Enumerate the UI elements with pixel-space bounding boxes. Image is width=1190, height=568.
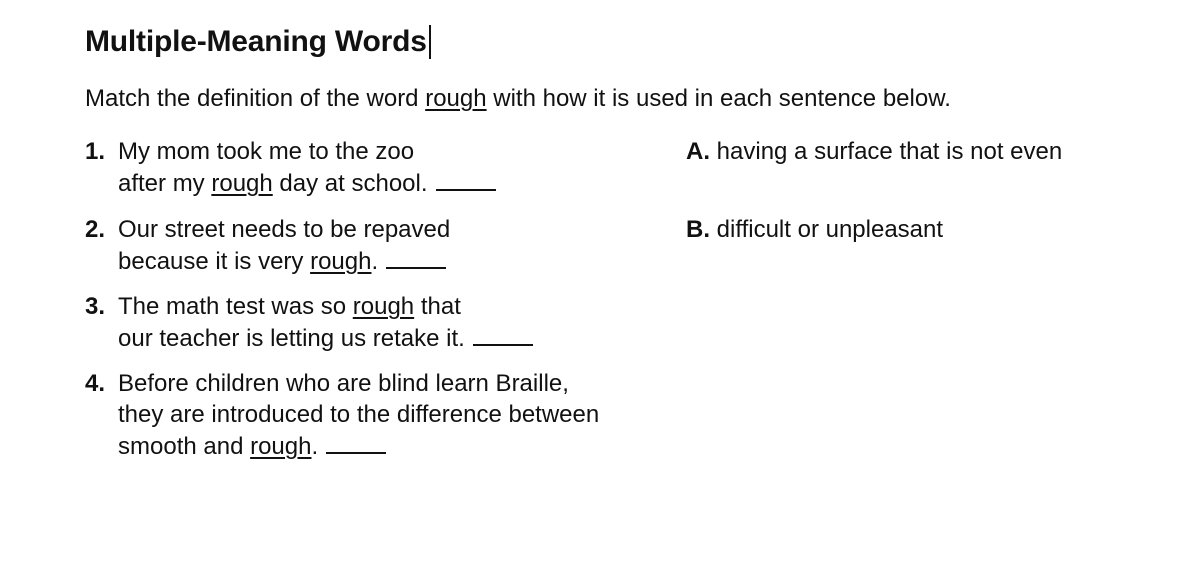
text-segment: smooth and [118, 433, 251, 460]
question-line [118, 368, 599, 399]
question-line [118, 430, 599, 462]
text-segment: . [371, 248, 379, 275]
text-segment: because it is very [118, 248, 311, 275]
answer-blank-1[interactable] [436, 167, 496, 191]
page-title: Multiple-Meaning Words [85, 25, 427, 58]
text-segment: that [414, 293, 461, 320]
worksheet-page [85, 0, 1165, 568]
question-2 [85, 214, 450, 277]
question-line [118, 245, 450, 277]
question-text [118, 291, 533, 354]
question-1 [85, 136, 496, 199]
text-segment: they are introduced to the difference between [118, 401, 600, 428]
text-segment: . [311, 433, 319, 460]
question-line [118, 399, 599, 430]
answer-blank-4[interactable] [326, 430, 386, 454]
text-segment: Before children who are blind learn Braille, [118, 370, 569, 397]
question-line [118, 291, 533, 322]
definition-b [686, 214, 943, 245]
question-4 [85, 368, 599, 462]
question-text [118, 214, 450, 277]
question-line [118, 214, 450, 245]
question-line [118, 136, 496, 167]
text-cursor [429, 25, 431, 59]
instructions-target-word: rough [425, 85, 487, 112]
question-number: 2. [85, 216, 106, 243]
text-segment: day at school. [272, 170, 428, 197]
definition-letter: A. [686, 138, 710, 165]
definition-letter: B. [686, 216, 710, 243]
text-segment: our teacher is letting us retake it. [118, 325, 465, 352]
question-text [118, 368, 599, 462]
question-line [118, 322, 533, 354]
question-number: 1. [85, 138, 106, 165]
question-line [118, 167, 496, 199]
text-segment: My mom took me to the zoo [118, 138, 415, 165]
underlined-word: rough [352, 293, 415, 320]
definition-text: having a surface that is not even [710, 138, 1063, 165]
title-row [85, 24, 431, 60]
instructions [85, 84, 951, 114]
underlined-word: rough [250, 433, 312, 460]
answer-blank-3[interactable] [473, 322, 533, 346]
text-segment: The math test was so [118, 293, 353, 320]
question-number: 4. [85, 370, 106, 397]
text-segment: after my [118, 170, 212, 197]
definition-text: difficult or unpleasant [710, 216, 944, 243]
underlined-word: rough [211, 170, 273, 197]
instructions-text-before: Match the definition of the word [85, 85, 426, 112]
underlined-word: rough [310, 248, 372, 275]
answer-blank-2[interactable] [386, 245, 446, 269]
text-segment: Our street needs to be repaved [118, 216, 451, 243]
definition-a [686, 136, 1062, 167]
question-3 [85, 291, 533, 354]
question-number: 3. [85, 293, 106, 320]
question-text [118, 136, 496, 199]
instructions-text-after: with how it is used in each sentence below. [486, 85, 951, 112]
